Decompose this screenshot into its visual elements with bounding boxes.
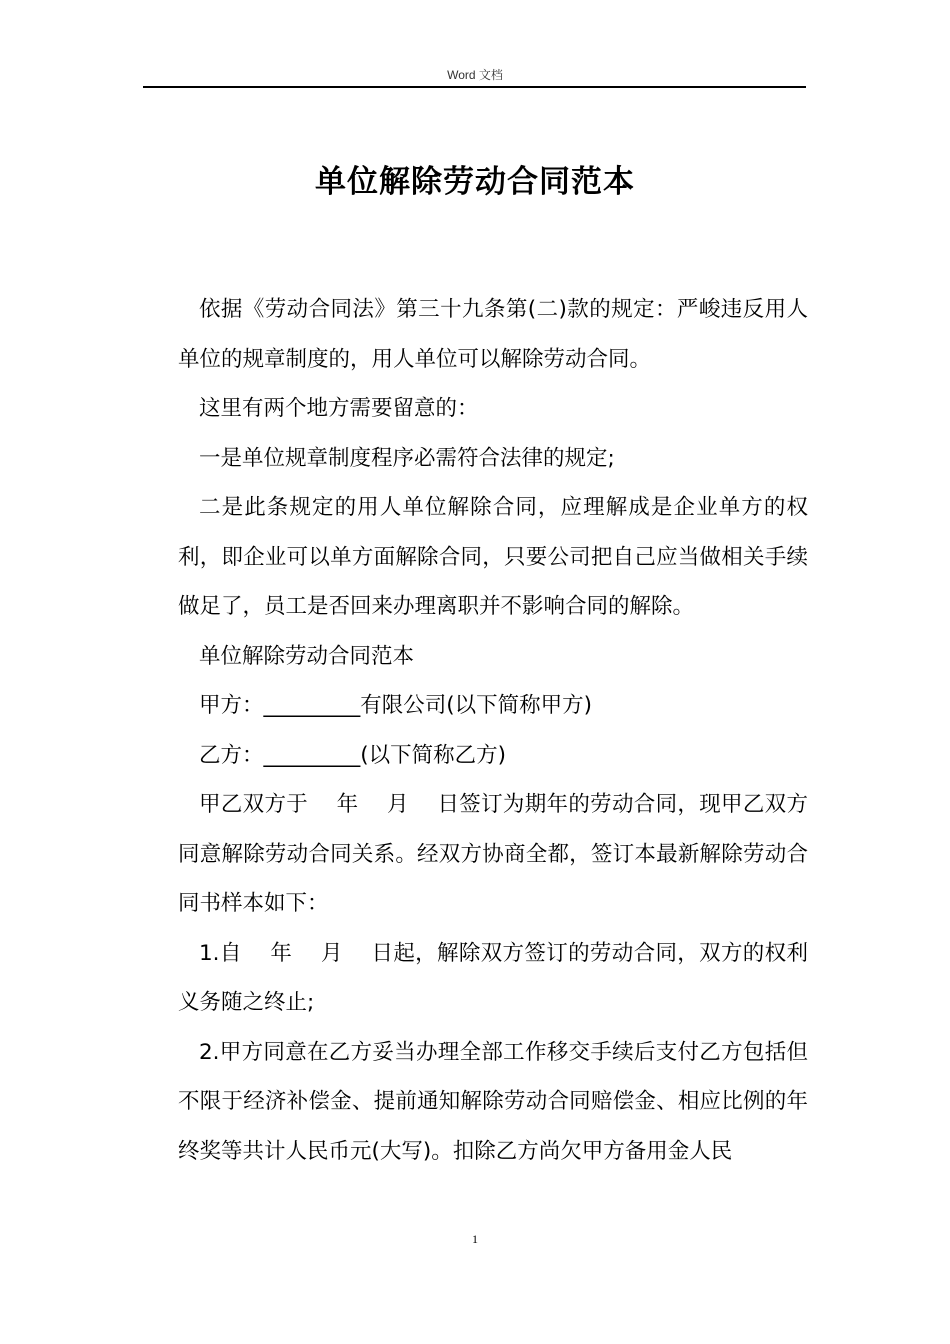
paragraph: 依据《劳动合同法》第三十九条第(二)款的规定：严峻违反用人单位的规章制度的，用人单位可以解除劳动合同。: [178, 297, 808, 372]
paragraph: 甲方：_________有限公司(以下简称甲方): [199, 693, 593, 718]
document-body: [178, 285, 808, 1176]
paragraph: 甲乙双方于 年 月 日签订为期年的劳动合同，现甲乙双方同意解除劳动合同关系。经双方协商全都，签订本最新解除劳动合同书样本如下：: [178, 792, 808, 916]
paragraph: 单位解除劳动合同范本: [199, 643, 415, 669]
paragraph: 2.甲方同意在乙方妥当办理全部工作移交手续后支付乙方包括但不限于经济补偿金、提前通知解除劳动合同赔偿金、相应比例的年终奖等共计人民币元(大写)。扣除乙方尚欠甲方备用金人民: [178, 1039, 808, 1164]
paragraph: 二是此条规定的用人单位解除合同，应理解成是企业单方的权利，即企业可以单方面解除合同，只要公司把自己应当做相关手续做足了，员工是否回来办理离职并不影响合同的解除。: [178, 495, 808, 619]
paragraph: 一是单位规章制度程序必需符合法律的规定;: [199, 445, 615, 471]
paragraph: 这里有两个地方需要留意的：: [199, 396, 479, 421]
document-title: 单位解除劳动合同范本: [315, 164, 635, 200]
page-number: 1: [472, 1232, 478, 1246]
header-divider: [143, 86, 806, 88]
page-header-label: Word 文档: [447, 68, 503, 82]
paragraph: 1.自 年 月 日起，解除双方签订的劳动合同，双方的权利义务随之终止;: [178, 940, 808, 1015]
paragraph: 乙方：_________(以下简称乙方): [199, 742, 507, 768]
